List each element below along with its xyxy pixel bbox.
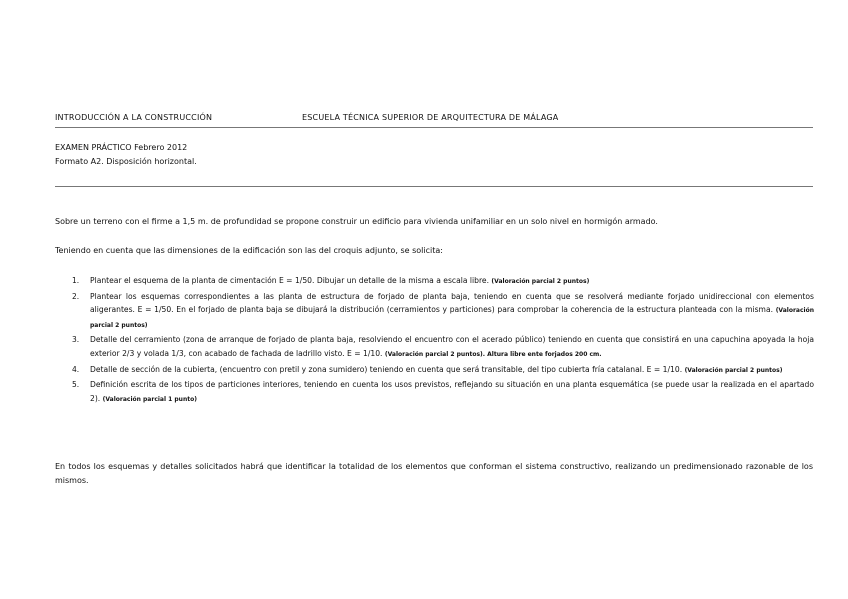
list-item	[72, 274, 814, 289]
item-valuation: (Valoración parcial 2 puntos)	[684, 366, 783, 374]
item-valuation: (Valoración parcial 2 puntos). Altura libre ente forjados 200 cm.	[384, 350, 602, 358]
list-item	[72, 290, 814, 333]
exam-format: Formato A2. Disposición horizontal.	[55, 157, 197, 166]
section-divider	[55, 186, 813, 187]
item-valuation: (Valoración parcial 2 puntos)	[491, 278, 590, 285]
list-item	[72, 378, 814, 406]
item-number: 5.	[72, 380, 80, 390]
item-number: 3.	[72, 335, 80, 345]
item-text: Definición escrita de los tipos de particiones interiores, teniendo en cuenta los usos previstos, reflejando su situación en una planta esquemática (se puede usar la realizada en el apartado 2).	[90, 380, 814, 403]
exam-title: EXAMEN PRÁCTICO Febrero 2012	[55, 143, 188, 152]
course-title: INTRODUCCIÓN A LA CONSTRUCCIÓN	[55, 113, 213, 122]
school-title: ESCUELA TÉCNICA SUPERIOR DE ARQUITECTURA DE MÁLAGA	[302, 113, 559, 122]
lead-paragraph: Teniendo en cuenta que las dimensiones de la edificación son las del croquis adjunto, se solicita:	[55, 246, 443, 255]
item-valuation: (Valoración parcial 2 puntos)	[90, 307, 814, 329]
list-item	[72, 363, 814, 378]
closing-paragraph: En todos los esquemas y detalles solicitados habrá que identificar la totalidad de los elementos que conforman el sistema constructivo, realizando un predimensionado razonable de los mismos.	[55, 462, 813, 485]
item-text: Detalle del cerramiento (zona de arranque de forjado de planta baja, resolviendo el encuentro con el acerado público) teniendo en cuenta que consistirá en una capuchina apoyada la hoja exterior 2/3 y volada 1/3, con acabado de fachada de ladrillo visto. E = 1/10.	[90, 335, 814, 358]
task-list	[72, 274, 814, 407]
item-number: 1.	[72, 276, 80, 285]
list-item	[72, 333, 814, 361]
item-text: Plantear el esquema de la planta de cimentación E = 1/50. Dibujar un detalle de la misma a escala libre.	[90, 276, 492, 285]
item-text: Plantear los esquemas correspondientes a las planta de estructura de forjado de planta baja, teniendo en cuenta que se resolverá mediante forjado unidireccional con elementos aligerantes. E = 1/50. En el forjado de planta baja se dibujará la distribución (cerramientos y particiones) para comprobar la coherencia de la estructura planteada con la misma.	[90, 291, 814, 315]
item-valuation: (Valoración parcial 1 punto)	[102, 395, 197, 403]
item-number: 4.	[72, 364, 80, 374]
header-divider	[55, 127, 813, 128]
intro-paragraph: Sobre un terreno con el firme a 1,5 m. de profundidad se propone construir un edificio para vivienda unifamiliar en un solo nivel en hormigón armado.	[55, 217, 658, 226]
item-number: 2.	[72, 291, 80, 301]
item-text: Detalle de sección de la cubierta, (encuentro con pretil y zona sumidero) teniendo en cuenta que será transitable, del tipo cubierta fría catalanal. E = 1/10.	[90, 364, 685, 374]
